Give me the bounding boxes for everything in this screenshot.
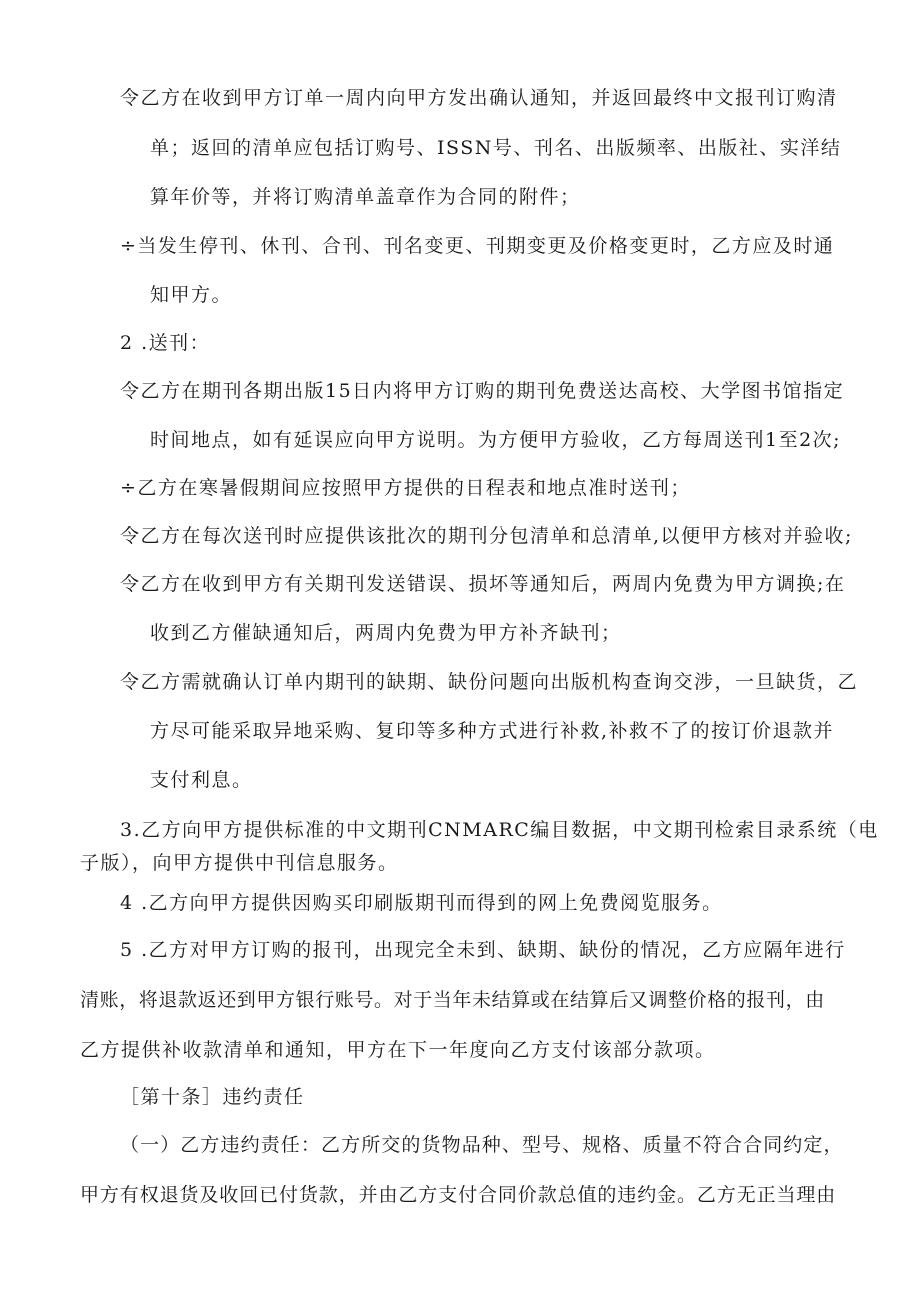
text-line: （一）乙方违约责任：乙方所交的货物品种、型号、规格、质量不符合合同约定， (120, 1134, 844, 1156)
text-line: 令乙方在收到甲方有关期刊发送错误、损坏等通知后，两周内免费为甲方调换;在 (120, 573, 846, 595)
text-line: 算年价等，并将订购清单盖章作为合同的附件； (150, 186, 581, 208)
text-line: 方尽可能采取异地采购、复印等多种方式进行补救,补救不了的按订价退款并 (150, 720, 835, 742)
text-line: 知甲方。 (150, 284, 233, 306)
text-line: 5 .乙方对甲方订购的报刊，出现完全未到、缺期、缺份的情况，乙方应隔年进行 (120, 939, 846, 961)
text-line: 收到乙方催缺通知后，两周内免费为甲方补齐缺刊； (150, 622, 622, 644)
text-line: 乙方提供补收款清单和通知，甲方在下一年度向乙方支付该部分款项。 (80, 1039, 716, 1061)
text-line: 令乙方在期刊各期出版15日内将甲方订购的期刊免费送达高校、大学图书馆指定 (120, 380, 845, 402)
text-line: 4 .乙方向甲方提供因购买印刷版期刊而得到的网上免费阅览服务。 (120, 892, 723, 914)
text-line: ÷乙方在寒暑假期间应按照甲方提供的日程表和地点准时送刊； (120, 477, 691, 499)
text-line: 3.乙方向甲方提供标准的中文期刊CNMARC编目数据，中文期刊检索目录系统（电 (120, 819, 879, 841)
text-line: 甲方有权退货及收回已付货款，并由乙方支付合同价款总值的违约金。乙方无正当理由 (80, 1184, 837, 1206)
text-line: 清账，将退款返还到甲方银行账号。对于当年未结算或在结算后又调整价格的报刊，由 (80, 989, 825, 1011)
text-line: 子版），向甲方提供中刊信息服务。 (80, 852, 399, 874)
article-heading: ［第十条］违约责任 (120, 1086, 305, 1108)
text-line: 支付利息。 (150, 769, 253, 791)
text-line: 令乙方在每次送刊时应提供该批次的期刊分包清单和总清单,以便甲方核对并验收; (120, 525, 853, 547)
text-line: 时间地点，如有延误应向甲方说明。为方便甲方验收，乙方每周送刊1至2次; (150, 429, 842, 451)
text-line: 令乙方在收到甲方订单一周内向甲方发出确认通知，并返回最终中文报刊订购清 (120, 87, 838, 109)
text-line: ÷当发生停刊、休刊、合刊、刊名变更、刊期变更及价格变更时，乙方应及时通 (120, 235, 835, 257)
section-heading: 2 .送刊： (120, 332, 211, 354)
text-line: 单；返回的清单应包括订购号、ISSN号、刊名、出版频率、出版社、实洋结 (150, 137, 842, 159)
text-line: 令乙方需就确认订单内期刊的缺期、缺份问题向出版机构查询交涉，一旦缺货，乙 (120, 671, 859, 693)
